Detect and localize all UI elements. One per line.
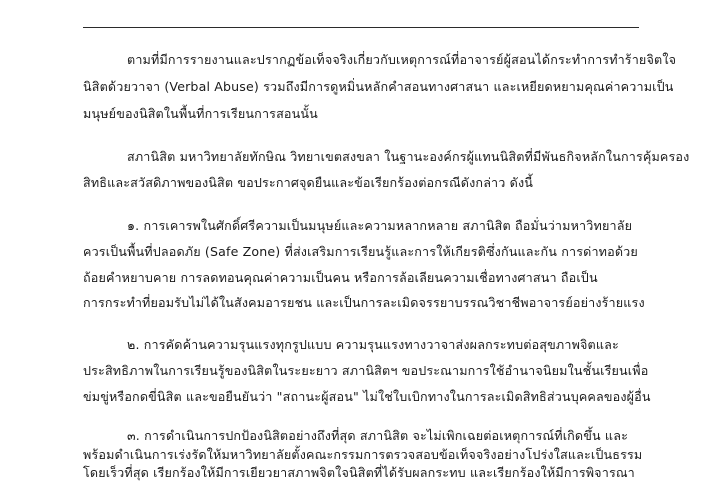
paragraph-line: ควรเป็นพื้นที่ปลอดภัย (Safe Zone) ที่ส่งเสริมการเรียนรู้และการให้เกียรติซึ่งกันและกัน การด่าทอด้วย (83, 244, 638, 259)
paragraph-line: ๓. การดำเนินการปกป้องนิสิตอย่างถึงที่สุด สภานิสิต จะไม่เพิกเฉยต่อเหตุการณ์ที่เกิดขึ้น และ (127, 428, 628, 443)
paragraph-line: พร้อมดำเนินการเร่งรัดให้มหาวิทยาลัยตั้งคณะกรรมการตรวจสอบข้อเท็จจริงอย่างโปร่งใสและเป็นธรรม (83, 447, 643, 462)
paragraph-line: ข่มขู่หรือกดขี่นิสิต และขอยืนยันว่า "สถานะผู้สอน" ไม่ใช่ใบเบิกทางในการละเมิดสิทธิส่วนบุคคลของผู้อื่น (83, 389, 651, 404)
paragraph-line: ๒. การคัดค้านความรุนแรงทุกรูปแบบ ความรุนแรงทางวาจาส่งผลกระทบต่อสุขภาพจิตและ (127, 337, 619, 352)
paragraph-line: ๑. การเคารพในศักดิ์ศรีความเป็นมนุษย์และความหลากหลาย สภานิสิต ถือมั่นว่ามหาวิทยาลัย (127, 218, 633, 233)
paragraph-line: นิสิตด้วยวาจา (Verbal Abuse) รวมถึงมีการดูหมิ่นหลักคำสอนทางศาสนา และเหยียดหยามคุณค่าความเป็น (83, 79, 674, 94)
paragraph-line: สิทธิและสวัสดิภาพของนิสิต ขอประกาศจุดยืนและข้อเรียกร้องต่อกรณีดังกล่าว ดังนี้ (83, 175, 534, 190)
paragraph-line: ประสิทธิภาพในการเรียนรู้ของนิสิตในระยะยาว สภานิสิตฯ ขอประณามการใช้อำนาจนิยมในชั้นเรียนเพื่อ (83, 363, 649, 378)
paragraph-line: ตามที่มีการรายงานและปรากฏข้อเท็จจริงเกี่ยวกับเหตุการณ์ที่อาจารย์ผู้สอนได้กระทำการทำร้ายจิตใจ (127, 52, 677, 67)
paragraph-line: การกระทำที่ยอมรับไม่ได้ในสังคมอารยชน และเป็นการละเมิดจรรยาบรรณวิชาชีพอาจารย์อย่างร้ายแรง (83, 295, 645, 310)
paragraph-line: มนุษย์ของนิสิตในพื้นที่การเรียนการสอนนั้น (83, 106, 318, 121)
paragraph-line: ถ้อยคำหยาบคาย การลดทอนคุณค่าความเป็นคน หรือการล้อเลียนความเชื่อทางศาสนา ถือเป็น (83, 270, 598, 285)
paragraph-line: สภานิสิต มหาวิทยาลัยทักษิณ วิทยาเขตสงขลา ในฐานะองค์กรผู้แทนนิสิตที่มีพันธกิจหลักในการคุ้มครอง (127, 149, 690, 164)
paragraph-line: โดยเร็วที่สุด เรียกร้องให้มีการเยียวยาสภาพจิตใจนิสิตที่ได้รับผลกระทบ และเรียกร้องให้มีการพิจารณา (83, 465, 635, 480)
